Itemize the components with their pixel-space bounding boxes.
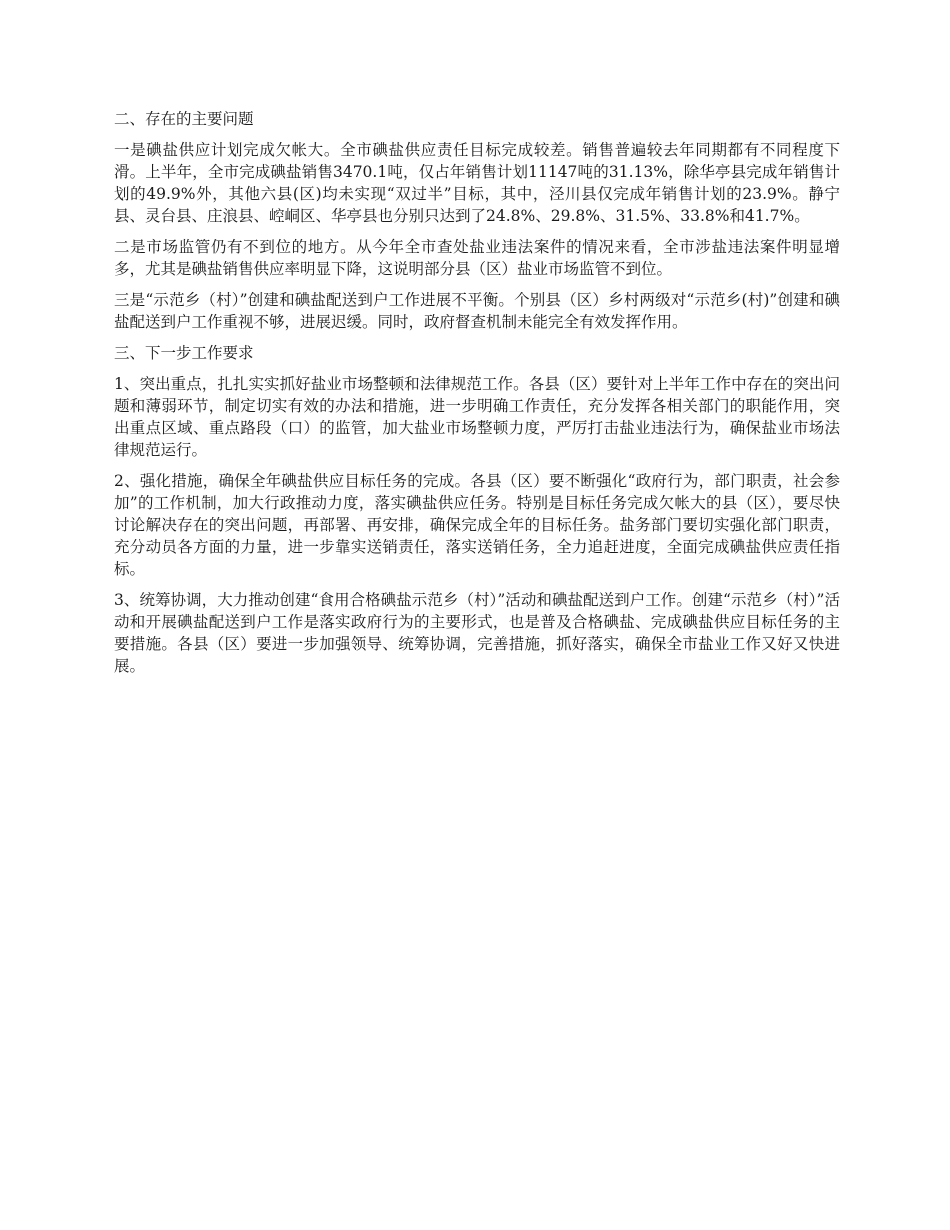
paragraph-requirement-3: 3、统筹协调，大力推动创建“食用合格碘盐示范乡（村）”活动和碘盐配送到户工作。创建“示范乡（村）”活动和开展碘盐配送到户工作是落实政府行为的主要形式，也是普及合格碘盐、完成碘盐供应目标任务的主要措施。各县（区）要进一步加强领导、统筹协调，完善措施，抓好落实，确保全市盐业工作又好又快进展。 [114, 591, 840, 675]
paragraph-requirement-2: 2、强化措施，确保全年碘盐供应目标任务的完成。各县（区）要不断强化“政府行为，部门职责，社会参加”的工作机制，加大行政推动力度，落实碘盐供应任务。特别是目标任务完成欠帐大的县（区），要尽快讨论解决存在的突出问题，再部署、再安排，确保完成全年的目标任务。盐务部门要切实强化部门职责，充分动员各方面的力量，进一步靠实送销责任，落实送销任务，全力追赶进度，全面完成碘盐供应责任指标。 [114, 472, 840, 578]
paragraph-requirement-1: 1、突出重点，扎扎实实抓好盐业市场整顿和法律规范工作。各县（区）要针对上半年工作中存在的突出问题和薄弱环节，制定切实有效的办法和措施，进一步明确工作责任，充分发挥各相关部门的职能作用，突出重点区域、重点路段（口）的监管，加大盐业市场整顿力度，严厉打击盐业违法行为，确保盐业市场法律规范运行。 [114, 375, 840, 459]
section-heading-next-steps: 三、下一步工作要求 [114, 344, 254, 362]
paragraph-problem-2: 二是市场监管仍有不到位的地方。从今年全市查处盐业违法案件的情况来看，全市涉盐违法案件明显增多，尤其是碘盐销售供应率明显下降，这说明部分县（区）盐业市场监管不到位。 [114, 238, 840, 278]
section-heading-problems: 二、存在的主要问题 [114, 110, 254, 128]
paragraph-problem-1: 一是碘盐供应计划完成欠帐大。全市碘盐供应责任目标完成较差。销售普遍较去年同期都有不同程度下滑。上半年，全市完成碘盐销售3470.1吨，仅占年销售计划11147吨的31.13%，除华亭县完成年销售计划的49.9%外，其他六县(区)均未实现“双过半”目标，其中，泾川县仅完成年销售计划的23.9%。静宁县、灵台县、庄浪县、崆峒区、华亭县也分别只达到了24.8%、29.8%、31.5%、33.8%和41.7%。 [114, 141, 840, 225]
paragraph-problem-3: 三是“示范乡（村）”创建和碘盐配送到户工作进展不平衡。个别县（区）乡村两级对“示范乡(村)”创建和碘盐配送到户工作重视不够，进展迟缓。同时，政府督查机制未能完全有效发挥作用。 [114, 291, 840, 331]
document-body [114, 108, 840, 686]
